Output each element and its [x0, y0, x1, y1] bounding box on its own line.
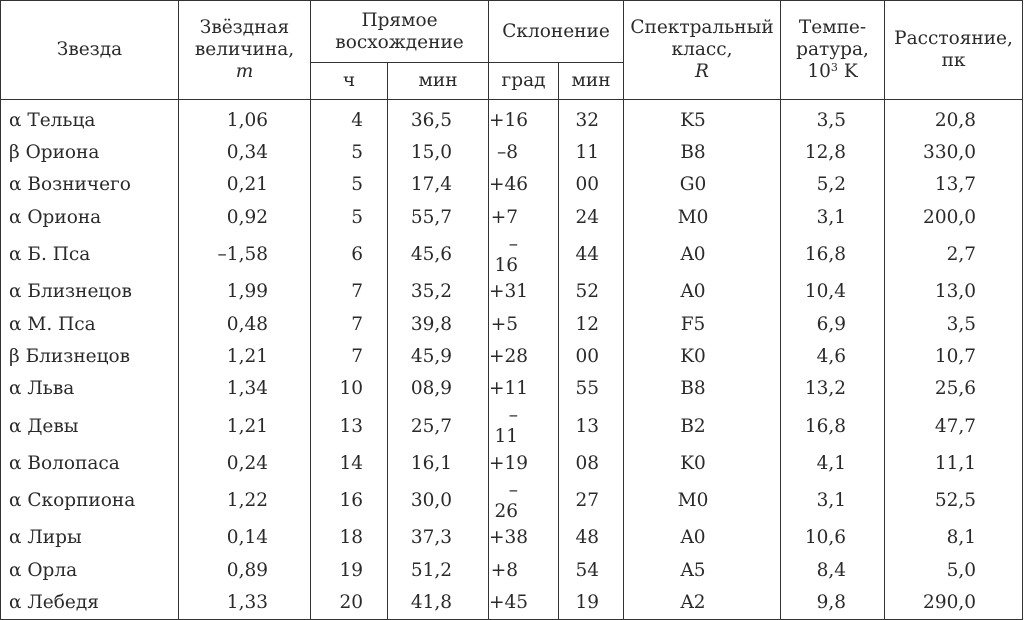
table-row: [1, 554, 1023, 586]
table-row: [1, 308, 1023, 340]
temperature-cell: 9,8: [781, 586, 885, 619]
dec-minutes-cell: 08: [559, 447, 624, 479]
spectral-class-cell: A2: [624, 586, 781, 619]
ra-hours-cell: 7: [311, 340, 388, 372]
magnitude-cell: 0,34: [179, 136, 311, 168]
table-row: [1, 201, 1023, 233]
header-dec-degrees: град: [489, 63, 559, 100]
ra-minutes-cell: 25,7: [388, 405, 489, 447]
header-ra-hours: ч: [311, 63, 388, 100]
star-name-cell: α Близнецов: [1, 276, 179, 308]
spectral-class-cell: A5: [624, 554, 781, 586]
spectral-class-cell: B8: [624, 373, 781, 405]
star-name-cell: α Девы: [1, 405, 179, 447]
spectral-class-cell: K0: [624, 447, 781, 479]
temperature-cell: 13,2: [781, 373, 885, 405]
dec-minutes-cell: 32: [559, 100, 624, 137]
star-name-cell: α М. Пса: [1, 308, 179, 340]
table-row: [1, 234, 1023, 276]
star-name-cell: α Б. Пса: [1, 234, 179, 276]
dec-degrees-cell: +5: [489, 308, 559, 340]
distance-cell: 20,8: [885, 100, 1023, 137]
star-name-cell: α Возничего: [1, 169, 179, 201]
dec-degrees-cell: –11: [489, 405, 559, 447]
distance-cell: 5,0: [885, 554, 1023, 586]
header-declination: Склонение: [489, 1, 624, 63]
star-name-cell: α Орла: [1, 554, 179, 586]
spectral-class-cell: K5: [624, 100, 781, 137]
magnitude-cell: 0,92: [179, 201, 311, 233]
distance-cell: 290,0: [885, 586, 1023, 619]
table-row: [1, 522, 1023, 554]
ra-hours-cell: 16: [311, 480, 388, 522]
magnitude-cell: –1,58: [179, 234, 311, 276]
header-star: Звезда: [1, 1, 179, 100]
distance-cell: 200,0: [885, 201, 1023, 233]
distance-cell: 8,1: [885, 522, 1023, 554]
dec-minutes-cell: 54: [559, 554, 624, 586]
magnitude-cell: 0,24: [179, 447, 311, 479]
dec-degrees-cell: +45: [489, 586, 559, 619]
table-row: [1, 586, 1023, 619]
magnitude-cell: 1,06: [179, 100, 311, 137]
table-row: [1, 405, 1023, 447]
magnitude-cell: 1,34: [179, 373, 311, 405]
dec-degrees-cell: +8: [489, 554, 559, 586]
ra-minutes-cell: 35,2: [388, 276, 489, 308]
header-magnitude: Звёздная величина, m: [179, 1, 311, 100]
star-name-cell: α Льва: [1, 373, 179, 405]
temperature-cell: 6,9: [781, 308, 885, 340]
table-row: [1, 447, 1023, 479]
temperature-cell: 3,5: [781, 100, 885, 137]
distance-cell: 3,5: [885, 308, 1023, 340]
magnitude-cell: 0,21: [179, 169, 311, 201]
spectral-class-cell: K0: [624, 340, 781, 372]
dec-minutes-cell: 11: [559, 136, 624, 168]
temperature-cell: 10,4: [781, 276, 885, 308]
distance-cell: 11,1: [885, 447, 1023, 479]
temperature-cell: 10,6: [781, 522, 885, 554]
spectral-class-cell: B2: [624, 405, 781, 447]
dec-degrees-cell: +11: [489, 373, 559, 405]
ra-hours-cell: 18: [311, 522, 388, 554]
temperature-cell: 3,1: [781, 201, 885, 233]
ra-hours-cell: 5: [311, 201, 388, 233]
distance-cell: 330,0: [885, 136, 1023, 168]
dec-degrees-cell: +19: [489, 447, 559, 479]
ra-minutes-cell: 16,1: [388, 447, 489, 479]
magnitude-cell: 1,33: [179, 586, 311, 619]
header-temperature: Темпе- ратура, $10^3$ K: [781, 1, 885, 100]
temperature-cell: 4,6: [781, 340, 885, 372]
spectral-class-cell: M0: [624, 201, 781, 233]
ra-hours-cell: 7: [311, 276, 388, 308]
ra-minutes-cell: 15,0: [388, 136, 489, 168]
ra-hours-cell: 5: [311, 169, 388, 201]
spectral-class-cell: M0: [624, 480, 781, 522]
dec-degrees-cell: +16: [489, 100, 559, 137]
dec-minutes-cell: 44: [559, 234, 624, 276]
ra-hours-cell: 4: [311, 100, 388, 137]
temperature-cell: 12,8: [781, 136, 885, 168]
ra-minutes-cell: 51,2: [388, 554, 489, 586]
ra-minutes-cell: 08,9: [388, 373, 489, 405]
dec-minutes-cell: 00: [559, 169, 624, 201]
header-ra-minutes: мин: [388, 63, 489, 100]
dec-minutes-cell: 27: [559, 480, 624, 522]
magnitude-cell: 1,21: [179, 340, 311, 372]
dec-minutes-cell: 24: [559, 201, 624, 233]
star-name-cell: α Лиры: [1, 522, 179, 554]
dec-minutes-cell: 55: [559, 373, 624, 405]
table-row: [1, 373, 1023, 405]
magnitude-cell: 1,22: [179, 480, 311, 522]
ra-hours-cell: 19: [311, 554, 388, 586]
magnitude-cell: 0,14: [179, 522, 311, 554]
dec-minutes-cell: 13: [559, 405, 624, 447]
dec-minutes-cell: 52: [559, 276, 624, 308]
header-right-ascension: Прямое восхождение: [311, 1, 489, 63]
magnitude-cell: 0,48: [179, 308, 311, 340]
star-name-cell: α Волопаса: [1, 447, 179, 479]
temperature-cell: 5,2: [781, 169, 885, 201]
header-spectral-class: Спектральный класс, R: [624, 1, 781, 100]
star-name-cell: α Лебедя: [1, 586, 179, 619]
spectral-class-cell: A0: [624, 522, 781, 554]
dec-degrees-cell: +46: [489, 169, 559, 201]
distance-cell: 25,6: [885, 373, 1023, 405]
ra-hours-cell: 13: [311, 405, 388, 447]
dec-degrees-cell: –16: [489, 234, 559, 276]
temperature-cell: 8,4: [781, 554, 885, 586]
spectral-class-cell: F5: [624, 308, 781, 340]
ra-hours-cell: 6: [311, 234, 388, 276]
header-distance: Расстояние, пк: [885, 1, 1023, 100]
table-row: [1, 480, 1023, 522]
magnitude-cell: 0,89: [179, 554, 311, 586]
ra-minutes-cell: 36,5: [388, 100, 489, 137]
star-name-cell: α Ориона: [1, 201, 179, 233]
ra-minutes-cell: 37,3: [388, 522, 489, 554]
distance-cell: 47,7: [885, 405, 1023, 447]
star-name-cell: β Ориона: [1, 136, 179, 168]
ra-minutes-cell: 17,4: [388, 169, 489, 201]
distance-cell: 10,7: [885, 340, 1023, 372]
dec-degrees-cell: +28: [489, 340, 559, 372]
dec-degrees-cell: +7: [489, 201, 559, 233]
magnitude-cell: 1,21: [179, 405, 311, 447]
ra-minutes-cell: 45,6: [388, 234, 489, 276]
ra-hours-cell: 5: [311, 136, 388, 168]
spectral-class-cell: A0: [624, 276, 781, 308]
ra-hours-cell: 20: [311, 586, 388, 619]
star-name-cell: β Близнецов: [1, 340, 179, 372]
distance-cell: 2,7: [885, 234, 1023, 276]
ra-minutes-cell: 41,8: [388, 586, 489, 619]
dec-degrees-cell: –26: [489, 480, 559, 522]
dec-minutes-cell: 00: [559, 340, 624, 372]
spectral-class-cell: B8: [624, 136, 781, 168]
distance-cell: 13,7: [885, 169, 1023, 201]
star-name-cell: α Тельца: [1, 100, 179, 137]
dec-degrees-cell: +31: [489, 276, 559, 308]
temperature-cell: 3,1: [781, 480, 885, 522]
distance-cell: 52,5: [885, 480, 1023, 522]
dec-minutes-cell: 19: [559, 586, 624, 619]
temperature-cell: 16,8: [781, 405, 885, 447]
ra-minutes-cell: 55,7: [388, 201, 489, 233]
header-dec-minutes: мин: [559, 63, 624, 100]
table-row: [1, 276, 1023, 308]
ra-minutes-cell: 30,0: [388, 480, 489, 522]
dec-minutes-cell: 48: [559, 522, 624, 554]
table-row: [1, 136, 1023, 168]
ra-minutes-cell: 39,8: [388, 308, 489, 340]
dec-minutes-cell: 12: [559, 308, 624, 340]
star-name-cell: α Скорпиона: [1, 480, 179, 522]
ra-hours-cell: 7: [311, 308, 388, 340]
spectral-class-cell: G0: [624, 169, 781, 201]
dec-degrees-cell: –8: [489, 136, 559, 168]
table-body: [1, 100, 1023, 620]
ra-hours-cell: 10: [311, 373, 388, 405]
ra-hours-cell: 14: [311, 447, 388, 479]
table-row: [1, 169, 1023, 201]
distance-cell: 13,0: [885, 276, 1023, 308]
magnitude-cell: 1,99: [179, 276, 311, 308]
dec-degrees-cell: +38: [489, 522, 559, 554]
temperature-cell: 16,8: [781, 234, 885, 276]
table-row: [1, 340, 1023, 372]
temperature-cell: 4,1: [781, 447, 885, 479]
spectral-class-cell: A0: [624, 234, 781, 276]
ra-minutes-cell: 45,9: [388, 340, 489, 372]
table-row: [1, 100, 1023, 137]
